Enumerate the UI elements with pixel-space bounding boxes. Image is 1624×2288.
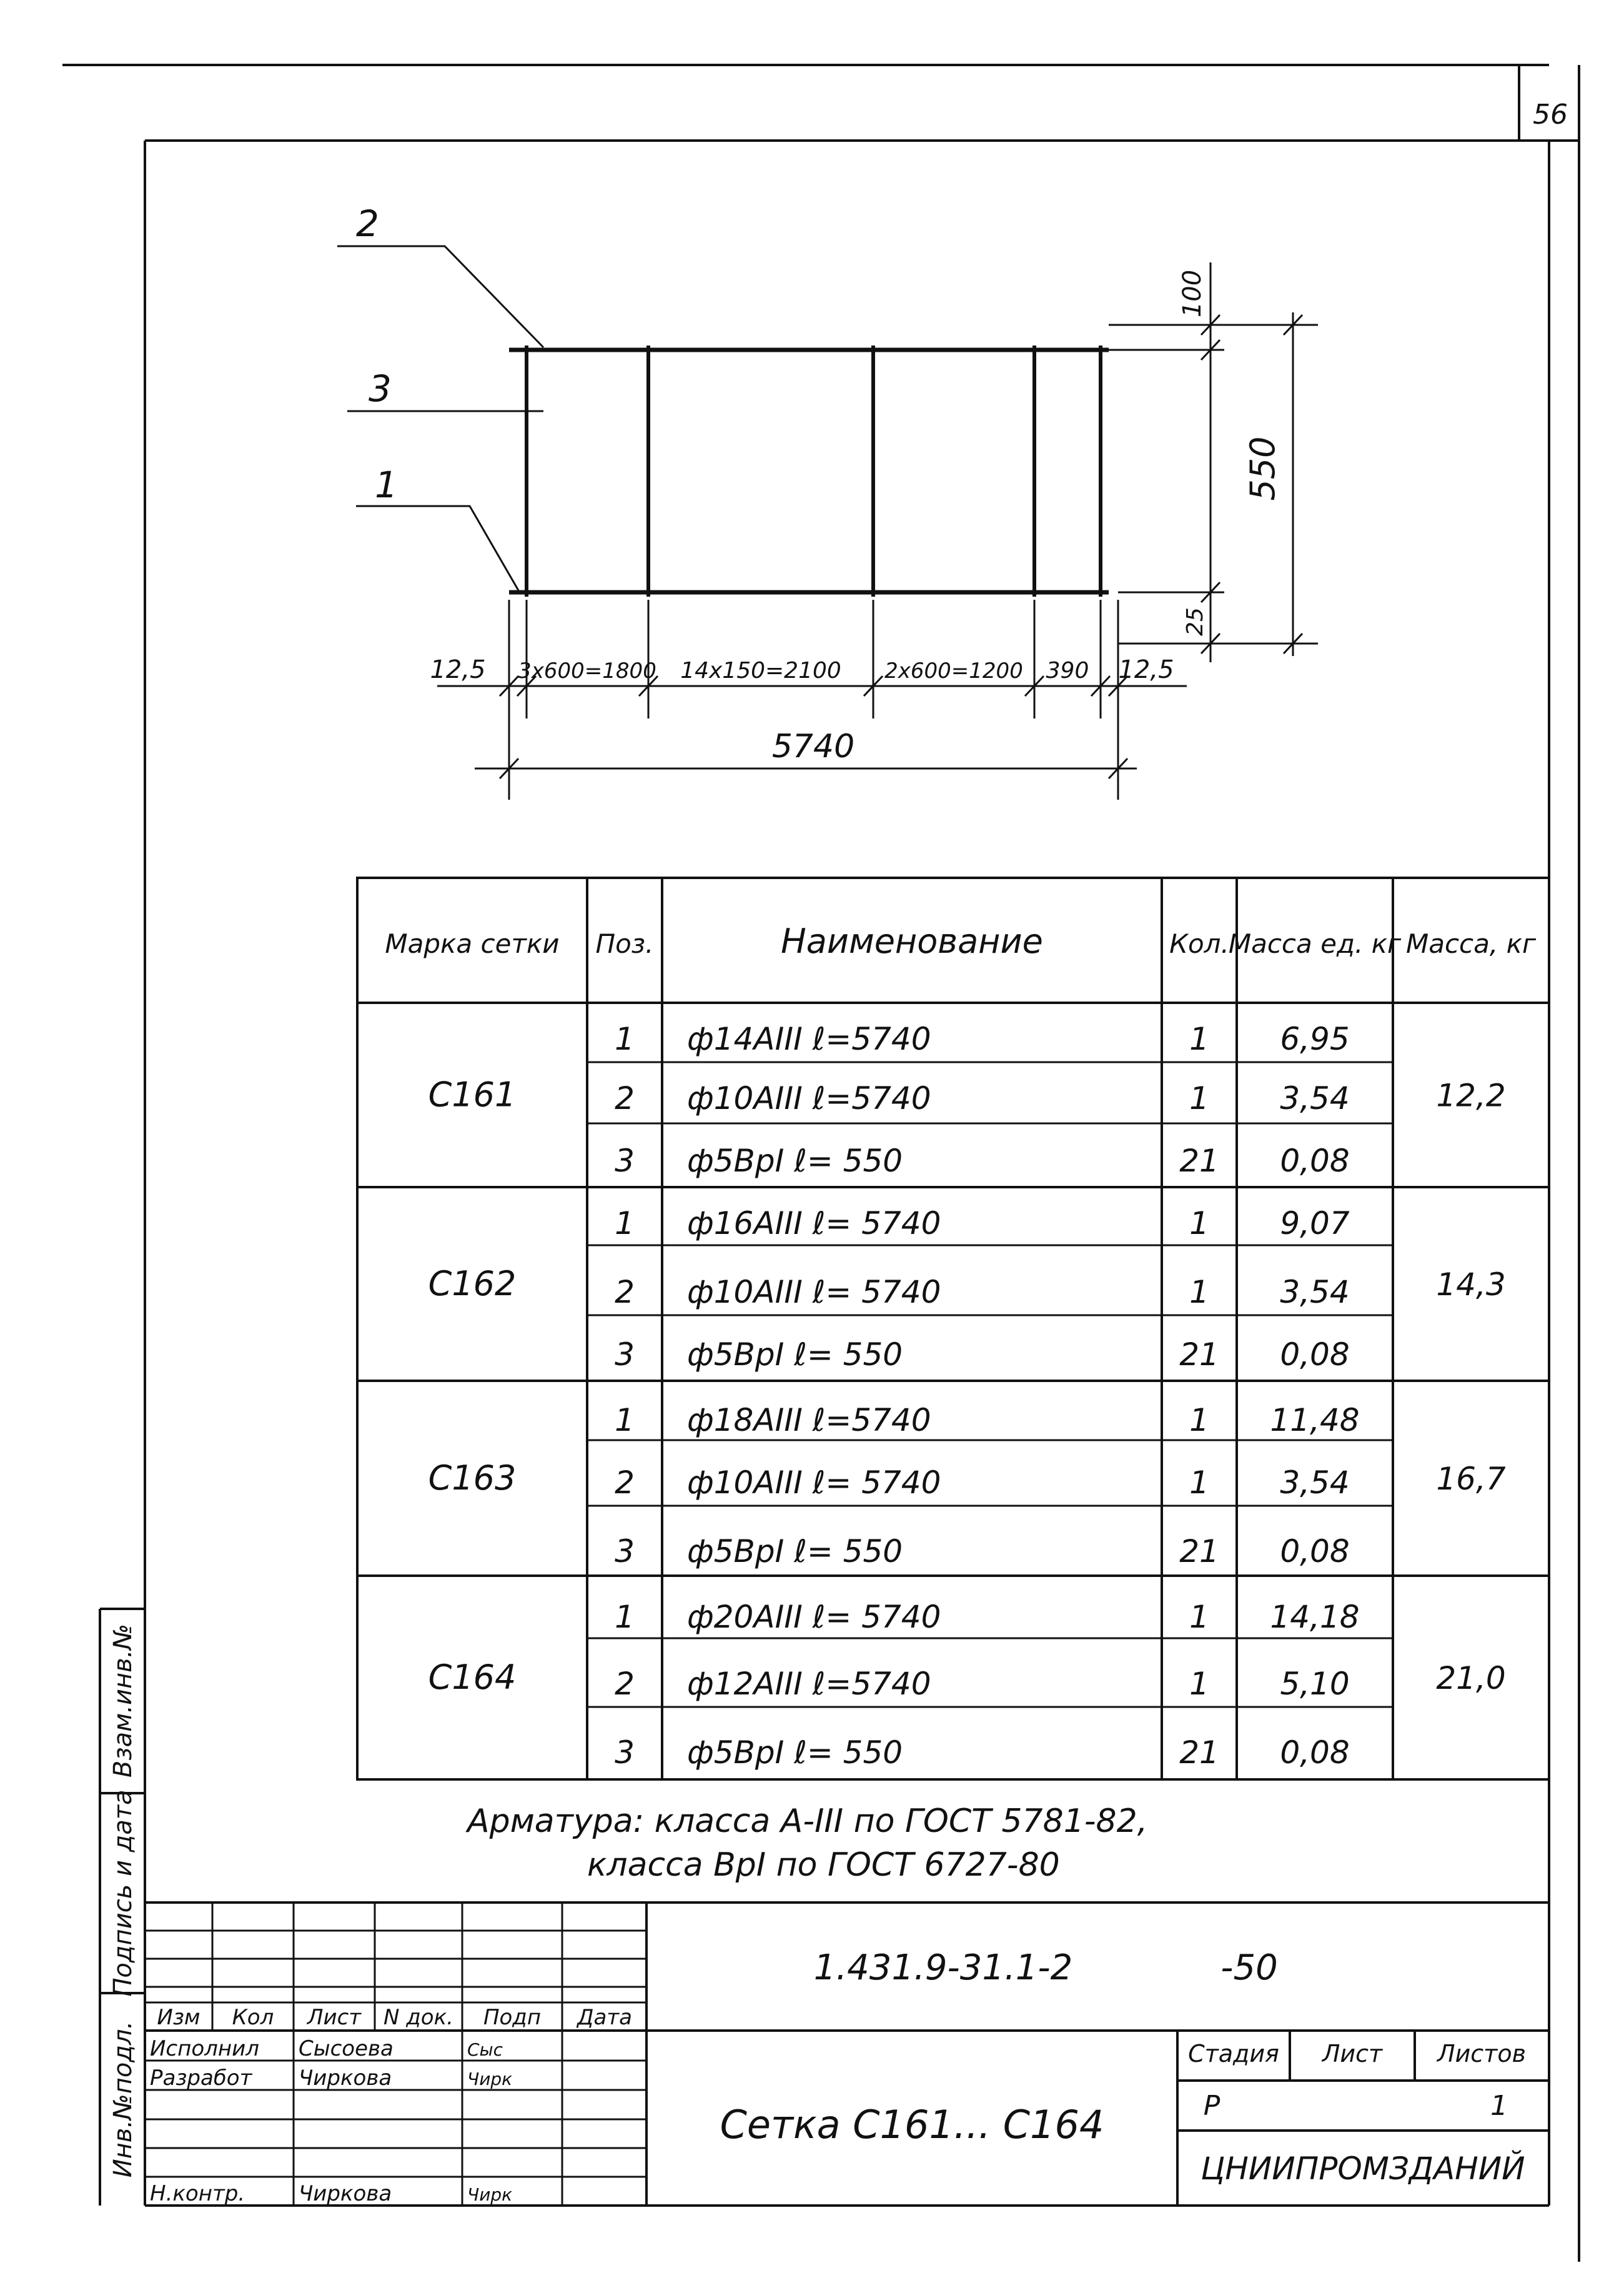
callout-1: 1 [375,464,398,506]
title-block-headers [157,2005,632,2030]
row-name: ф5ВрI ℓ= 550 [687,1336,903,1373]
row-name: ф10АIII ℓ=5740 [687,1080,931,1117]
row-position: 3 [615,1143,635,1179]
header-date: Дата [577,2005,633,2030]
row-unit-mass: 3,54 [1280,1080,1350,1117]
row-quantity: 1 [1189,1205,1209,1241]
spec-table [357,878,1549,1779]
document-code: 1.431.9-31.1-2 [813,1947,1073,1988]
dim-spacing-1: 3x600=1800 [518,659,656,684]
total-mass: 14,3 [1436,1266,1506,1303]
stage-label: Стадия [1188,2040,1279,2067]
role-signature: Чирк [467,2069,513,2089]
stamp-replacement-inv: Взам.инв.№ [109,1623,137,1778]
dim-end-right: 12,5 [1118,655,1174,684]
row-quantity: 21 [1179,1533,1219,1569]
row-position: 2 [615,1080,635,1117]
sheet-title: Сетка С161... С164 [720,2102,1104,2147]
header-count: Кол [232,2005,274,2030]
header-mark: Марка сетки [385,928,560,959]
stamp-inv-original: Инв.№подл. [109,2021,137,2178]
dim-end-left: 12,5 [430,655,486,684]
row-position: 3 [615,1336,635,1373]
row-position: 1 [615,1205,635,1241]
header-total-mass: Масса, кг [1405,928,1537,959]
mesh-mark: С162 [428,1264,517,1303]
role-label: Н.контр. [150,2181,245,2206]
sheet-label: Лист [1322,2040,1383,2067]
mesh-mark: С164 [428,1658,517,1697]
row-position: 1 [615,1021,635,1057]
row-quantity: 21 [1179,1734,1219,1771]
dim-bottom-offset: 25 [1182,607,1208,636]
total-mass: 16,7 [1436,1461,1506,1497]
stamp-signature-date: Подпись и дата [109,1789,137,1997]
row-unit-mass: 0,08 [1280,1533,1350,1569]
sheets-label: Листов [1437,2040,1526,2067]
side-stamp [100,1609,145,2206]
row-quantity: 21 [1179,1336,1219,1373]
row-unit-mass: 6,95 [1280,1021,1350,1057]
row-name: ф5ВрI ℓ= 550 [687,1734,903,1771]
header-doc-number: N док. [384,2005,453,2030]
row-unit-mass: 0,08 [1280,1734,1350,1771]
callout-3: 3 [369,367,392,410]
row-position: 1 [615,1599,635,1635]
role-label: Исполнил [150,2036,259,2061]
total-mass: 12,2 [1436,1077,1506,1114]
spec-table-text [385,922,1537,1771]
row-quantity: 21 [1179,1143,1219,1179]
row-unit-mass: 5,10 [1280,1666,1350,1702]
row-quantity: 1 [1189,1599,1209,1635]
row-position: 2 [615,1465,635,1501]
row-position: 3 [615,1533,635,1569]
row-position: 2 [615,1666,635,1702]
row-position: 2 [615,1274,635,1310]
stage-value: Р [1203,2090,1220,2122]
mesh-mark: С161 [428,1075,517,1115]
row-name: ф10АIII ℓ= 5740 [687,1274,941,1310]
header-position: Поз. [595,928,654,959]
row-name: ф20АIII ℓ= 5740 [687,1599,941,1635]
header-signature: Подп [483,2005,542,2030]
transverse-bars [527,346,1101,597]
spec-table-grid [357,878,1549,1779]
row-name: ф5ВрI ℓ= 550 [687,1143,903,1179]
role-name: Сысоева [299,2036,394,2061]
row-unit-mass: 3,54 [1280,1274,1350,1310]
dim-width: 550 [1243,436,1282,501]
callout-2: 2 [356,202,379,245]
mesh-drawing [337,202,1318,800]
callout-leaders [337,246,543,590]
role-signature: Сыс [467,2039,503,2060]
row-unit-mass: 11,48 [1270,1402,1360,1438]
note-line-1: Арматура: класса А-III по ГОСТ 5781-82, [467,1803,1148,1840]
title-block [145,1903,1549,2206]
note-line-2: класса ВрI по ГОСТ 6727-80 [587,1846,1060,1884]
row-name: ф16АIII ℓ= 5740 [687,1205,941,1241]
row-quantity: 1 [1189,1666,1209,1702]
row-quantity: 1 [1189,1402,1209,1438]
header-change: Изм [157,2005,201,2030]
document-suffix: -50 [1220,1947,1278,1988]
row-quantity: 1 [1189,1021,1209,1057]
row-name: ф5ВрI ℓ= 550 [687,1533,903,1569]
header-name: Наименование [781,922,1043,961]
total-mass: 21,0 [1436,1660,1506,1696]
row-position: 1 [615,1402,635,1438]
row-unit-mass: 3,54 [1280,1465,1350,1501]
role-label: Разработ [150,2066,252,2091]
header-unit-mass: Масса ед. кг [1228,928,1402,959]
row-quantity: 1 [1189,1274,1209,1310]
row-unit-mass: 0,08 [1280,1143,1350,1179]
row-name: ф10АIII ℓ= 5740 [687,1465,941,1501]
role-signature: Чирк [467,2184,513,2205]
header-sheet: Лист [307,2005,362,2030]
dim-top-offset: 100 [1178,269,1207,318]
row-name: ф14АIII ℓ=5740 [687,1021,931,1057]
dim-total-length: 5740 [771,728,855,765]
dim-spacing-3: 2x600=1200 [884,659,1023,684]
dim-spacing-4: 390 [1046,658,1089,684]
dim-spacing-2: 14x150=2100 [680,658,841,684]
row-quantity: 1 [1189,1465,1209,1501]
page-number: 56 [1533,99,1568,131]
row-name: ф18АIII ℓ=5740 [687,1402,931,1438]
row-position: 3 [615,1734,635,1771]
right-dimension-lines [1109,262,1318,662]
row-quantity: 1 [1189,1080,1209,1117]
mesh-mark: С163 [428,1458,517,1498]
row-name: ф12АIII ℓ=5740 [687,1666,931,1702]
role-name: Чиркова [299,2066,392,2091]
bottom-dimension-lines [437,600,1187,800]
row-unit-mass: 9,07 [1280,1205,1350,1241]
row-unit-mass: 14,18 [1270,1599,1360,1635]
row-unit-mass: 0,08 [1280,1336,1350,1373]
header-quantity: Кол. [1169,928,1229,959]
organization: ЦНИИПРОМЗДАНИЙ [1201,2151,1525,2187]
role-name: Чиркова [299,2181,392,2206]
title-block-roles [150,2036,512,2206]
sheets-value: 1 [1490,2090,1508,2122]
